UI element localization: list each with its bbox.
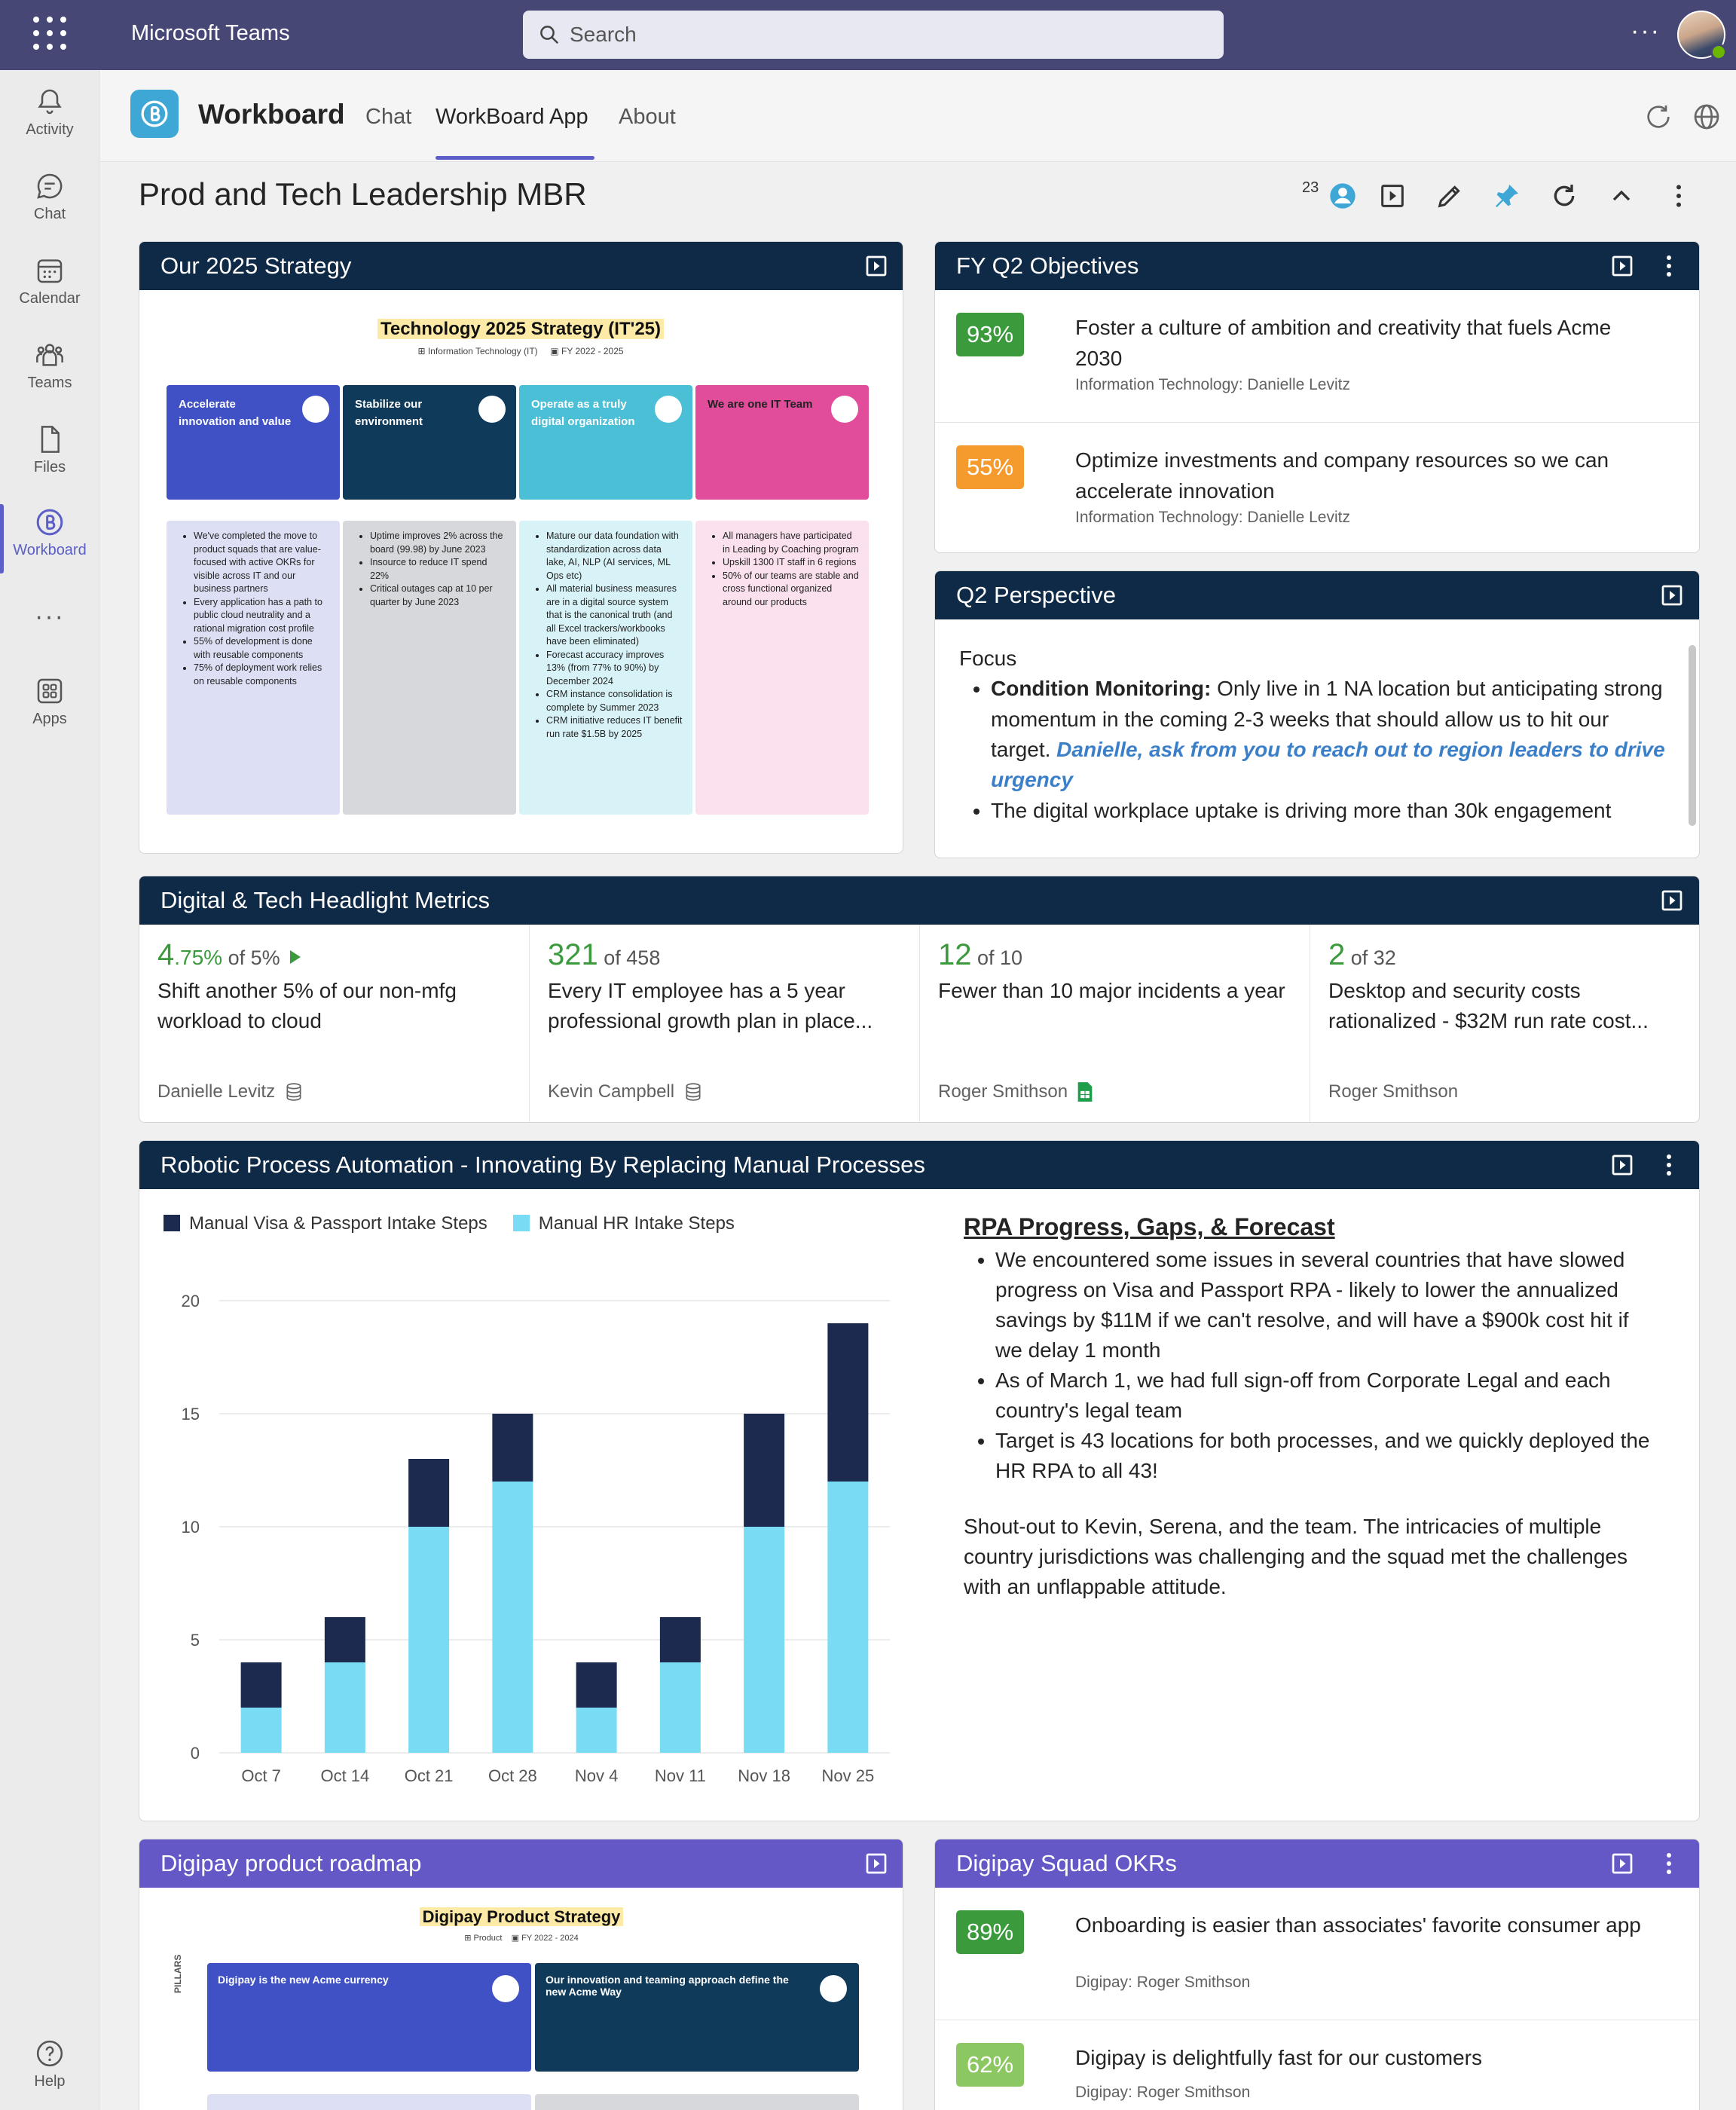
perspective-bullet: • The digital workplace uptake is driving more than 30k engagement [991, 796, 1667, 826]
objective-text: Optimize investments and company resources so we can accelerate innovation [1075, 448, 1609, 503]
teams-icon [35, 340, 65, 370]
metric-tile[interactable] [1310, 925, 1700, 1122]
pillar-icon [478, 396, 506, 423]
viewer-count: 23 [1302, 179, 1319, 196]
metric-description: Desktop and security costs rationalized - $32M run rate cost... [1328, 979, 1649, 1033]
chevron-up-icon[interactable] [1606, 181, 1637, 211]
present-icon[interactable] [1377, 181, 1407, 211]
rpa-bullet: • Target is 43 locations for both processes, and we quickly deployed the HR RPA to all 43! [995, 1426, 1657, 1486]
perspective-heading: Focus [959, 647, 1017, 670]
roadmap-column [207, 2094, 531, 2110]
metric-value: 12 of 10 [938, 938, 1023, 971]
perspective-body [959, 644, 1667, 826]
present-icon[interactable] [1609, 1850, 1636, 1877]
metric-owner: Danielle Levitz [157, 1081, 304, 1102]
strategy-card [139, 241, 903, 854]
rpa-shoutout: Shout-out to Kevin, Serena, and the team. The intricacies of multiple country jurisdictions was challenging and the squad met the challenges with an unflappable attitude. [964, 1515, 1628, 1599]
card-header [139, 1141, 1699, 1189]
strategy-column: • Mature our data foundation with standardization across data lake, AI, NLP (AI services, ML Ops etc) • All material business measures are in a digital source system that is the canonical truth (and all Excel trackers/workbooks have been eliminated) • Forecast accuracy improves 13% (from 77% to 90%) by December 2024 • CRM instance consolidation is complete by Summer 2023 • CRM initiative reduces IT benefit run rate $1.5B by 2025 [519, 521, 692, 815]
perspective-card [934, 570, 1700, 858]
page-more-icon[interactable] [1664, 181, 1694, 211]
card-header [935, 571, 1699, 619]
card-title: FY Q2 Objectives [956, 252, 1139, 279]
perspective-bullet: • Condition Monitoring: Only live in 1 NA location but anticipating strong momentum in the coming 2-3 weeks that should allow us to hit our target. Danielle, ask from you to reach out to region leaders to drive urgency [991, 674, 1667, 795]
squad-okrs-card [934, 1839, 1700, 2110]
page-title: Prod and Tech Leadership MBR [139, 176, 587, 212]
objectives-card [934, 241, 1700, 553]
strategy-image-title: Technology 2025 Strategy (IT'25) [167, 319, 875, 340]
viewers-icon[interactable] [1328, 181, 1358, 211]
bar-segment [744, 1414, 784, 1527]
presence-available-icon [1710, 44, 1727, 60]
rail-label: Workboard [13, 542, 87, 558]
okr-row[interactable] [935, 2020, 1699, 2110]
workboard-app-logo [130, 90, 179, 138]
present-icon[interactable] [863, 252, 890, 280]
rpa-card [139, 1140, 1700, 1821]
card-title: Our 2025 Strategy [160, 252, 352, 279]
search-box[interactable] [523, 11, 1224, 59]
metric-value: 321 of 458 [548, 938, 661, 971]
strategy-image-subtitle: ⊞ Information Technology (IT) ▣ FY 2022 - 2025 [417, 346, 624, 356]
database-icon [284, 1081, 304, 1102]
bar-segment [660, 1617, 701, 1662]
legend-item[interactable]: Manual Visa & Passport Intake Steps [164, 1213, 487, 1234]
x-tick-label: Oct 28 [487, 1766, 537, 1785]
rail-item-activity[interactable] [0, 87, 99, 139]
apps-icon [35, 676, 65, 706]
legend-swatch [513, 1215, 530, 1231]
roadmap-image-subtitle: ⊞ Product ▣ FY 2022 - 2024 [464, 1934, 579, 1943]
okr-row[interactable] [935, 1888, 1699, 2020]
present-icon[interactable] [863, 1850, 890, 1877]
pillar-icon [820, 1975, 847, 2002]
strategy-pillar: Operate as a truly digital organization [519, 385, 692, 500]
search-input[interactable] [570, 23, 1172, 47]
strategy-column: • All managers have participated in Leading by Coaching program • Upskill 1300 IT staff in 6 regions • 50% of our teams are stable and cross functional organized around our products [695, 521, 869, 815]
card-header [139, 1839, 903, 1888]
pillar-icon [492, 1975, 519, 2002]
spreadsheet-icon [1077, 1081, 1093, 1102]
present-icon[interactable] [1658, 582, 1686, 609]
roadmap-image [139, 1888, 903, 2110]
rail-item-help[interactable] [0, 2038, 99, 2090]
rail-item-teams[interactable] [0, 340, 99, 392]
progress-badge: 89% [956, 1910, 1024, 1954]
chart-legend [164, 1213, 735, 1234]
person-icon [831, 396, 858, 423]
globe-icon[interactable] [1692, 102, 1722, 132]
bell-icon [35, 87, 65, 117]
x-tick-label: Nov 4 [574, 1766, 619, 1785]
metrics-card [139, 876, 1700, 1123]
progress-badge: 93% [956, 313, 1024, 356]
metric-tile[interactable] [920, 925, 1310, 1122]
objective-owner: Information Technology: Danielle Levitz [1075, 376, 1350, 393]
card-title: Digital & Tech Headlight Metrics [160, 887, 491, 913]
bar-segment [408, 1527, 449, 1753]
y-tick-label: 0 [190, 1744, 200, 1763]
strategy-column: • Uptime improves 2% across the board (99.98) by June 2023 • Insource to reduce IT spend 22% • Critical outages cap at 10 per quarter by June 2023 [343, 521, 516, 815]
present-icon[interactable] [1609, 252, 1636, 280]
bar-segment [241, 1708, 282, 1753]
bar-segment [827, 1323, 868, 1482]
x-tick-label: Oct 14 [320, 1766, 370, 1785]
rail-label: Apps [32, 711, 67, 727]
metric-owner: Kevin Campbell [548, 1081, 703, 1102]
metric-owner: Roger Smithson [938, 1081, 1093, 1102]
rpa-bullet: • As of March 1, we had full sign-off from Corporate Legal and each country's legal team [995, 1365, 1657, 1426]
bar-segment [744, 1527, 784, 1753]
y-tick-label: 15 [181, 1405, 200, 1423]
y-tick-label: 10 [181, 1518, 200, 1537]
edit-icon[interactable] [1435, 181, 1465, 211]
okr-text: Digipay is delightfully fast for our customers [1075, 2046, 1482, 2069]
bar-segment [492, 1482, 533, 1753]
okr-text: Onboarding is easier than associates' favorite consumer app [1075, 1913, 1641, 1937]
search-icon [538, 23, 561, 46]
metric-value: 4.75% of 5% [157, 938, 304, 972]
app-launcher-icon[interactable] [33, 17, 66, 50]
bar-segment [827, 1482, 868, 1753]
metric-tile[interactable] [530, 925, 920, 1122]
rail-label: Files [33, 459, 66, 476]
metric-owner: Roger Smithson [1328, 1081, 1459, 1102]
x-tick-label: Nov 18 [738, 1766, 790, 1785]
roadmap-column [535, 2094, 859, 2110]
app-header [100, 70, 1736, 162]
workboard-icon [35, 507, 65, 537]
bar-segment [325, 1617, 365, 1662]
app-name: Microsoft Teams [131, 21, 290, 45]
file-icon [35, 424, 65, 454]
refresh-icon[interactable] [1643, 102, 1673, 132]
x-tick-label: Oct 7 [241, 1766, 281, 1785]
legend-swatch [164, 1215, 180, 1231]
present-icon[interactable] [1609, 1151, 1636, 1179]
strategy-pillar: Accelerate innovation and value [167, 385, 340, 500]
help-icon [35, 2038, 65, 2069]
x-tick-label: Nov 11 [654, 1766, 706, 1785]
objective-row[interactable] [935, 423, 1699, 553]
chat-icon [35, 171, 65, 201]
rail-label: Activity [26, 121, 74, 138]
present-icon[interactable] [1658, 887, 1686, 914]
metric-description: Fewer than 10 major incidents a year [938, 979, 1285, 1002]
reload-icon[interactable] [1549, 181, 1579, 211]
pillars-side-label: PILLARS [173, 1954, 183, 1993]
metric-description: Shift another 5% of our non-mfg workload to cloud [157, 979, 457, 1033]
tab-workboard-app[interactable]: WorkBoard App [436, 105, 588, 129]
y-tick-label: 20 [181, 1292, 200, 1310]
legend-item[interactable]: Manual HR Intake Steps [513, 1213, 735, 1234]
progress-badge: 62% [956, 2043, 1024, 2087]
rail-label: Chat [33, 206, 66, 222]
roadmap-pillar: Our innovation and teaming approach define the new Acme Way [535, 1963, 859, 2072]
bar-segment [492, 1414, 533, 1482]
objective-text: Foster a culture of ambition and creativity that fuels Acme 2030 [1075, 316, 1612, 370]
rail-item-apps[interactable] [0, 676, 99, 728]
okr-owner: Digipay: Roger Smithson [1075, 2084, 1251, 2101]
left-app-rail [0, 70, 99, 2110]
rail-label: Calendar [19, 290, 81, 307]
strategy-pillar: We are one IT Team [695, 385, 869, 500]
bar-segment [660, 1662, 701, 1753]
card-title: Q2 Perspective [956, 582, 1116, 608]
active-tab-indicator [436, 156, 594, 160]
play-arrow-icon [286, 948, 304, 966]
bar-segment [576, 1662, 617, 1708]
rail-label: Help [34, 2073, 66, 2090]
card-more-icon[interactable] [1661, 251, 1676, 281]
x-tick-label: Oct 21 [404, 1766, 454, 1785]
rpa-heading: RPA Progress, Gaps, & Forecast [964, 1213, 1335, 1240]
user-avatar[interactable] [1677, 11, 1725, 59]
card-header [935, 1839, 1699, 1888]
card-title: Digipay product roadmap [160, 1850, 422, 1876]
rail-item-chat[interactable] [0, 171, 99, 223]
x-tick-label: Nov 25 [821, 1766, 875, 1785]
progress-badge: 55% [956, 445, 1024, 489]
calendar-icon [35, 255, 65, 286]
pillar-icon [655, 396, 682, 423]
card-title: Robotic Process Automation - Innovating By Replacing Manual Processes [160, 1151, 925, 1178]
rail-label: Teams [27, 375, 72, 391]
rail-item-workboard[interactable] [0, 507, 99, 559]
teams-top-bar [0, 0, 1736, 70]
rpa-stacked-bar-chart [139, 1246, 938, 1819]
rpa-bullet: • We encountered some issues in several countries that have slowed progress on Visa and Passport RPA - likely to lower the annualized savings by $11M if we can't resolve, and will have a $900k cost hit if we delay 1 month [995, 1245, 1657, 1365]
roadmap-image-title: Digipay Product Strategy [139, 1907, 903, 1927]
metric-value: 2 of 32 [1328, 938, 1396, 971]
metric-description: Every IT employee has a 5 year professional growth plan in place... [548, 979, 873, 1033]
card-more-icon[interactable] [1661, 1150, 1676, 1180]
card-more-icon[interactable] [1661, 1849, 1676, 1879]
tab-chat[interactable]: Chat [365, 105, 412, 129]
objective-row[interactable] [935, 290, 1699, 423]
roadmap-pillar: Digipay is the new Acme currency [207, 1963, 531, 2072]
pillar-icon [302, 396, 329, 423]
pin-icon[interactable] [1492, 181, 1522, 211]
rail-item-files[interactable] [0, 424, 99, 476]
bar-segment [325, 1662, 365, 1753]
card-title: Digipay Squad OKRs [956, 1850, 1177, 1876]
roadmap-card [139, 1839, 903, 2110]
more-options-icon[interactable]: ··· [1631, 17, 1661, 45]
card-header [139, 242, 903, 290]
bar-segment [408, 1459, 449, 1527]
rpa-notes [964, 1210, 1657, 1602]
objective-owner: Information Technology: Danielle Levitz [1075, 509, 1350, 526]
bar-segment [576, 1708, 617, 1753]
tab-about[interactable]: About [619, 105, 676, 129]
app-title: Workboard [198, 99, 345, 130]
bar-segment [241, 1662, 282, 1708]
card-header [935, 242, 1699, 290]
rail-more-icon[interactable]: ··· [35, 602, 65, 631]
database-icon [683, 1081, 703, 1102]
rail-item-calendar[interactable] [0, 255, 99, 307]
okr-owner: Digipay: Roger Smithson [1075, 1974, 1251, 1991]
scrollbar[interactable] [1689, 645, 1696, 826]
perspective-callout: Danielle, ask from you to reach out to region leaders to drive urgency [991, 737, 1665, 792]
metric-tile[interactable] [139, 925, 530, 1122]
strategy-pillar: Stabilize our environment [343, 385, 516, 500]
strategy-column: • We've completed the move to product squads that are value-focused with active OKRs for visible across IT and our business partners • Every application has a path to public cloud neutrality and a rational migration cost profile • 55% of development is done with reusable components • 75% of deployment work relies on reusable components [167, 521, 340, 815]
card-header [139, 876, 1699, 925]
y-tick-label: 5 [190, 1631, 200, 1650]
